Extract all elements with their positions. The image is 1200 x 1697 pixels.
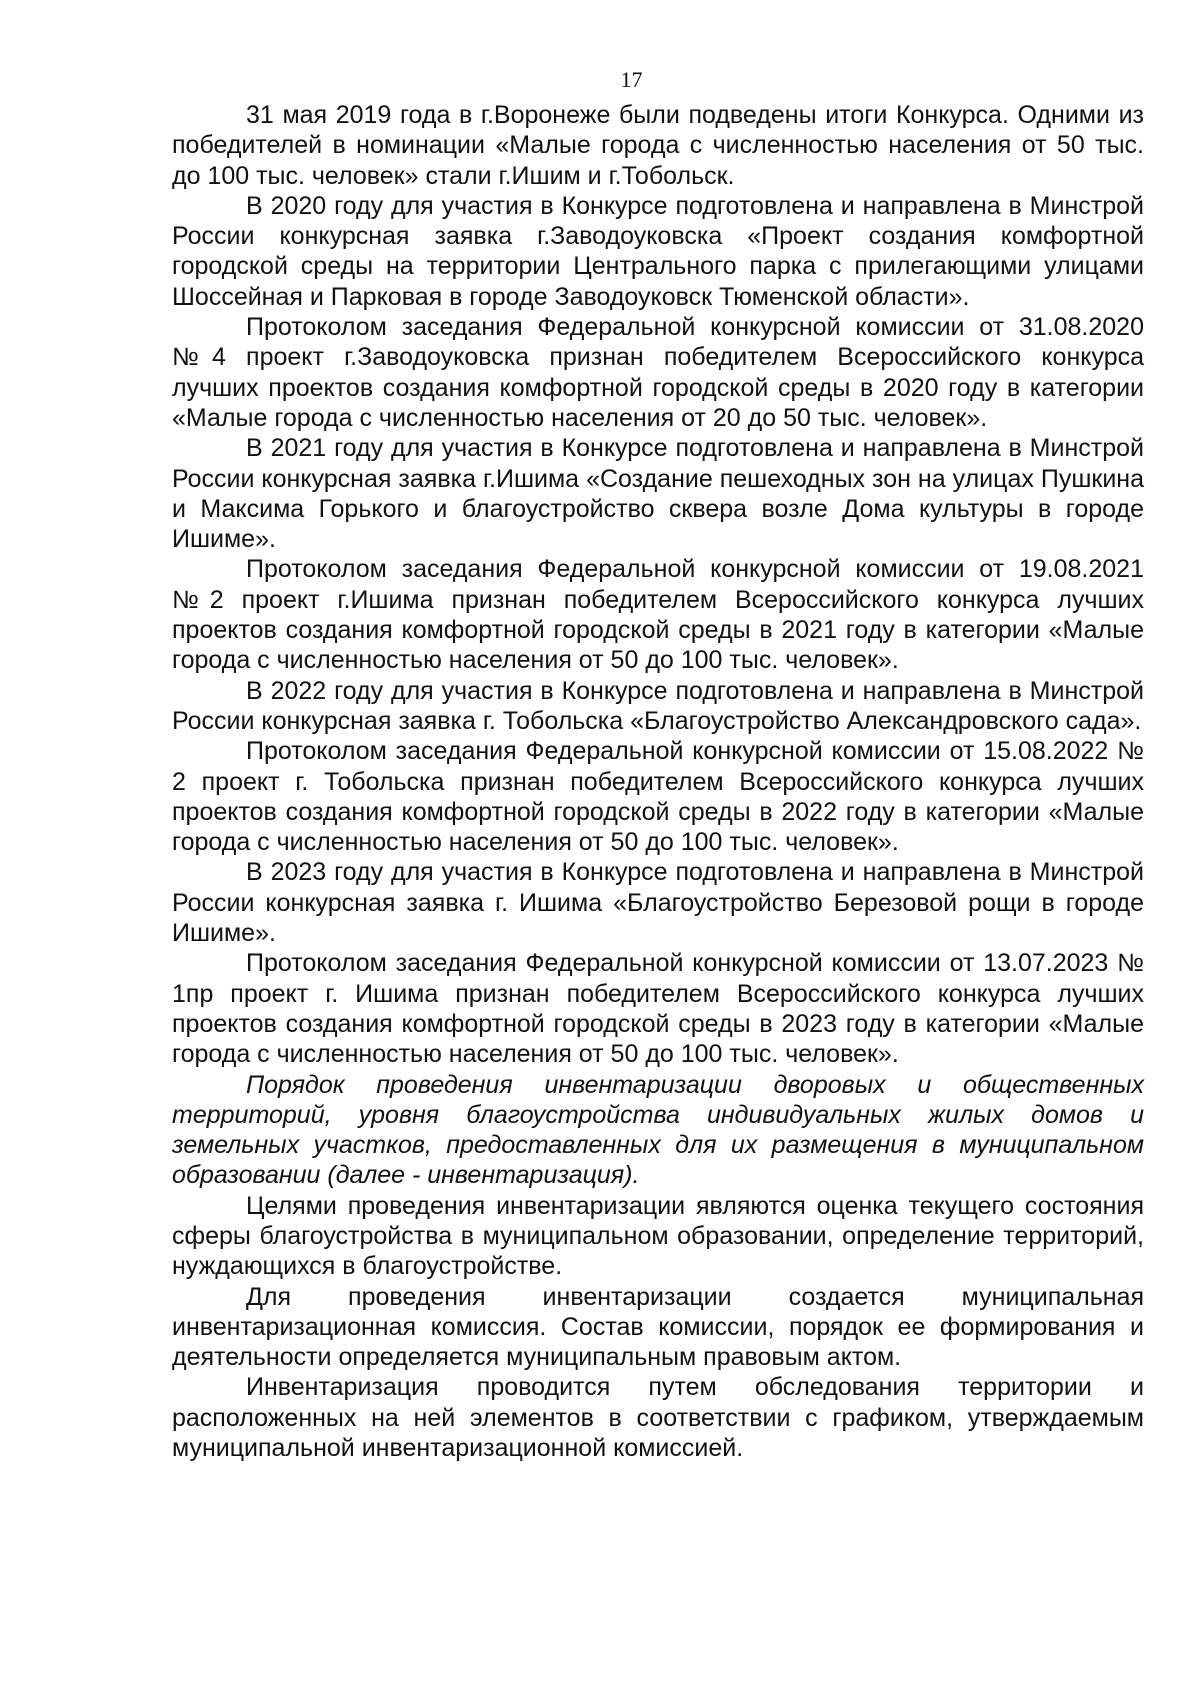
paragraph: Протоколом заседания Федеральной конкурсной комиссии от 31.08.2020 №4 проект г.Заводоуковска признан победителем Всероссийского конкурса лучших проектов создания комфортной городской среды в 2020 году в категории «Малые города с численностью населения от 20 до 50 тыс. человек».	[172, 313, 1144, 432]
paragraph: В 2022 году для участия в Конкурсе подготовлена и направлена в Минстрой России конкурсная заявка г. Тобольска «Благоустройство Александровского сада».	[172, 676, 1144, 735]
paragraph: Протоколом заседания Федеральной конкурсной комиссии от 19.08.2021 №2 проект г.Ишима признан победителем Всероссийского конкурса лучших проектов создания комфортной городской среды в 2021 году в категории «Малые города с численностью населения от 50 до 100 тыс. человек».	[172, 555, 1144, 675]
paragraph: В 2023 году для участия в Конкурсе подготовлена и направлена в Минстрой России конкурсная заявка г. Ишима «Благоустройство Березовой рощи в городе Ишиме».	[172, 858, 1144, 948]
paragraph: Целями проведения инвентаризации являются оценка текущего состояния сферы благоустройства в муниципальном образовании, определение территорий, нуждающихся в благоустройстве.	[172, 1191, 1144, 1281]
paragraph: Инвентаризация проводится путем обследования территории и расположенных на ней элементов в соответствии с графиком, утверждаемым муниципальной инвентаризационной комиссией.	[172, 1373, 1144, 1463]
paragraph: В 2020 году для участия в Конкурсе подготовлена и направлена в Минстрой России конкурсная заявка г.Заводоуковска «Проект создания комфортной городской среды на территории Центрального парка с прилегающими улицами Шоссейная и Парковая в городе Заводоуковск Тюменской области».	[172, 191, 1144, 311]
paragraph: Для проведения инвентаризации создается муниципальная инвентаризационная комиссия. Состав комиссии, порядок ее формирования и деятельности определяется муниципальным правовым актом.	[172, 1282, 1144, 1372]
page-number: 17	[620, 67, 643, 92]
paragraph: Протоколом заседания Федеральной конкурсной комиссии от 13.07.2023 № 1пр проект г. Ишима признан победителем Всероссийского конкурса лучших проектов создания комфортной городской среды в 2023 году в категории «Малые города с численностью населения от 50 до 100 тыс. человек».	[172, 949, 1144, 1069]
paragraph: 31 мая 2019 года в г.Воронеже были подведены итоги Конкурса. Одними из победителей в номинации «Малые города с численностью населения от 50 тыс. до 100 тыс. человек» стали г.Ишим и г.Тобольск.	[172, 101, 1144, 190]
document-body	[172, 100, 1144, 1463]
paragraph: Протоколом заседания Федеральной конкурсной комиссии от 15.08.2022 № 2 проект г. Тобольска признан победителем Всероссийского конкурса лучших проектов создания комфортной городской среды в 2022 году в категории «Малые города с численностью населения от 50 до 100 тыс. человек».	[172, 737, 1144, 857]
paragraph: В 2021 году для участия в Конкурсе подготовлена и направлена в Минстрой России конкурсная заявка г.Ишима «Создание пешеходных зон на улицах Пушкина и Максима Горького и благоустройство сквера возле Дома культуры в городе Ишиме».	[172, 434, 1144, 554]
italic-section-heading: Порядок проведения инвентаризации дворовых и общественных территорий, уровня благоустройства индивидуальных жилых домов и земельных участков, предоставленных для их размещения в муниципальном образовании (далее - инвентаризация).	[172, 1070, 1144, 1190]
